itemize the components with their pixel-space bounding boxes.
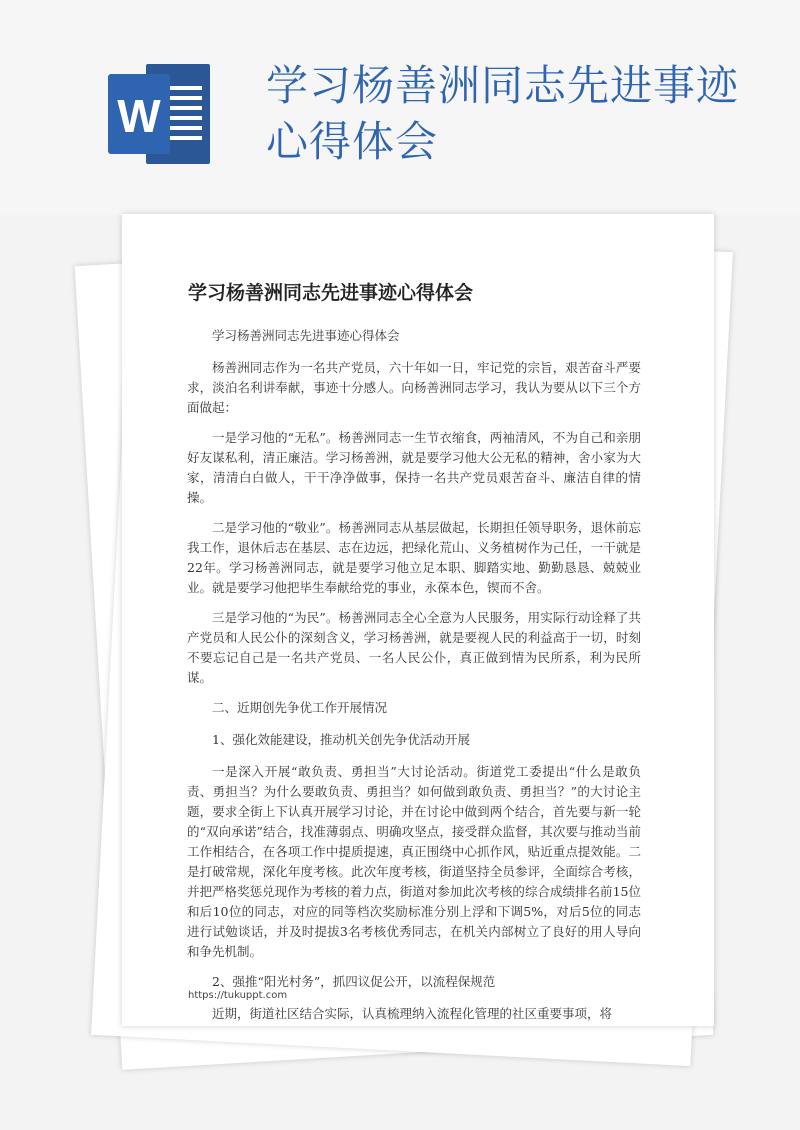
paragraph: 三是学习他的“为民”。杨善洲同志全心全意为人民服务，用实际行动诠释了共产党员和人民公仆的深刻含义，学习杨善洲，就是要视人民的利益高于一切，时刻不要忘记自己是一名共产党员、一名人民公仆，真正做到情为民所系，利为民所谋。	[187, 610, 641, 685]
svg-text:W: W	[117, 90, 161, 142]
paragraph: 二是学习他的“敬业”。杨善洲同志从基层做起，长期担任领导职务，退休前忘我工作，退休后志在基层、志在边远，把绿化荒山、义务植树作为己任，一干就是22年。学习杨善洲同志，就是要学习他立足本职、脚踏实地、勤勤恳恳、兢兢业业。就是要学习他把毕生奉献给党的事业，永葆本色，锲而不舍。	[187, 520, 641, 595]
paragraph: 近期，街道社区结合实际，认真梳理纳入流程化管理的社区重要事项，将	[212, 1006, 613, 1021]
section-heading: 二、近期创先争优工作开展情况	[212, 700, 388, 715]
subsection-heading: 1、强化效能建设，推动机关创先争优活动开展	[212, 732, 470, 747]
subsection-heading: 2、强推“阳光村务”，抓四议促公开，以流程保规范	[212, 974, 496, 989]
page-title: 学习杨善洲同志先进事迹心得体会	[266, 61, 740, 166]
paragraph: 一是学习他的“无私”。杨善洲同志一生节衣缩食，两袖清风，不为自己和亲朋好友谋私利，清正廉洁。学习杨善洲，就是要学习他大公无私的精神，舍小家为大家，清清白白做人，干干净净做事，保持一名共产党员艰苦奋斗、廉洁自律的情操。	[187, 430, 641, 505]
document-url: https://tukuppt.com	[188, 990, 288, 1001]
document-title: 学习杨善洲同志先进事迹心得体会	[188, 282, 474, 304]
document-body	[187, 326, 641, 1034]
document-subtitle: 学习杨善洲同志先进事迹心得体会	[212, 328, 400, 343]
paragraph: 杨善洲同志作为一名共产党员，六十年如一日，牢记党的宗旨，艰苦奋斗严要求，淡泊名利讲奉献，事迹十分感人。向杨善洲同志学习，我认为要从以下三个方面做起：	[187, 360, 641, 415]
word-document-icon	[108, 64, 220, 164]
paragraph: 一是深入开展“敢负责、勇担当”大讨论活动。街道党工委提出“什么是敢负责、勇担当？为什么要敢负责、勇担当？如何做到敢负责、勇担当？”的大讨论主题，要求全街上下认真开展学习讨论，并在讨论中做到两个结合，首先要与新一轮的“双向承诺”结合，找准薄弱点、明确攻坚点，接受群众监督，其次要与推动当前工作相结合，在各项工作中提质提速，真正围绕中心抓作风，贴近重点提效能。二是打破常规，深化年度考核。此次年度考核，街道坚持全员参评，全面综合考核，并把严格奖惩兑现作为考核的着力点，街道对参加此次考核的综合成绩排名前15位和后10位的同志，对应的同等档次奖励标准分别上浮和下调5%，对后5位的同志进行试勉谈话，并及时提拔3名考核优秀同志，在机关内部树立了良好的用人导向和争先机制。	[187, 764, 641, 959]
